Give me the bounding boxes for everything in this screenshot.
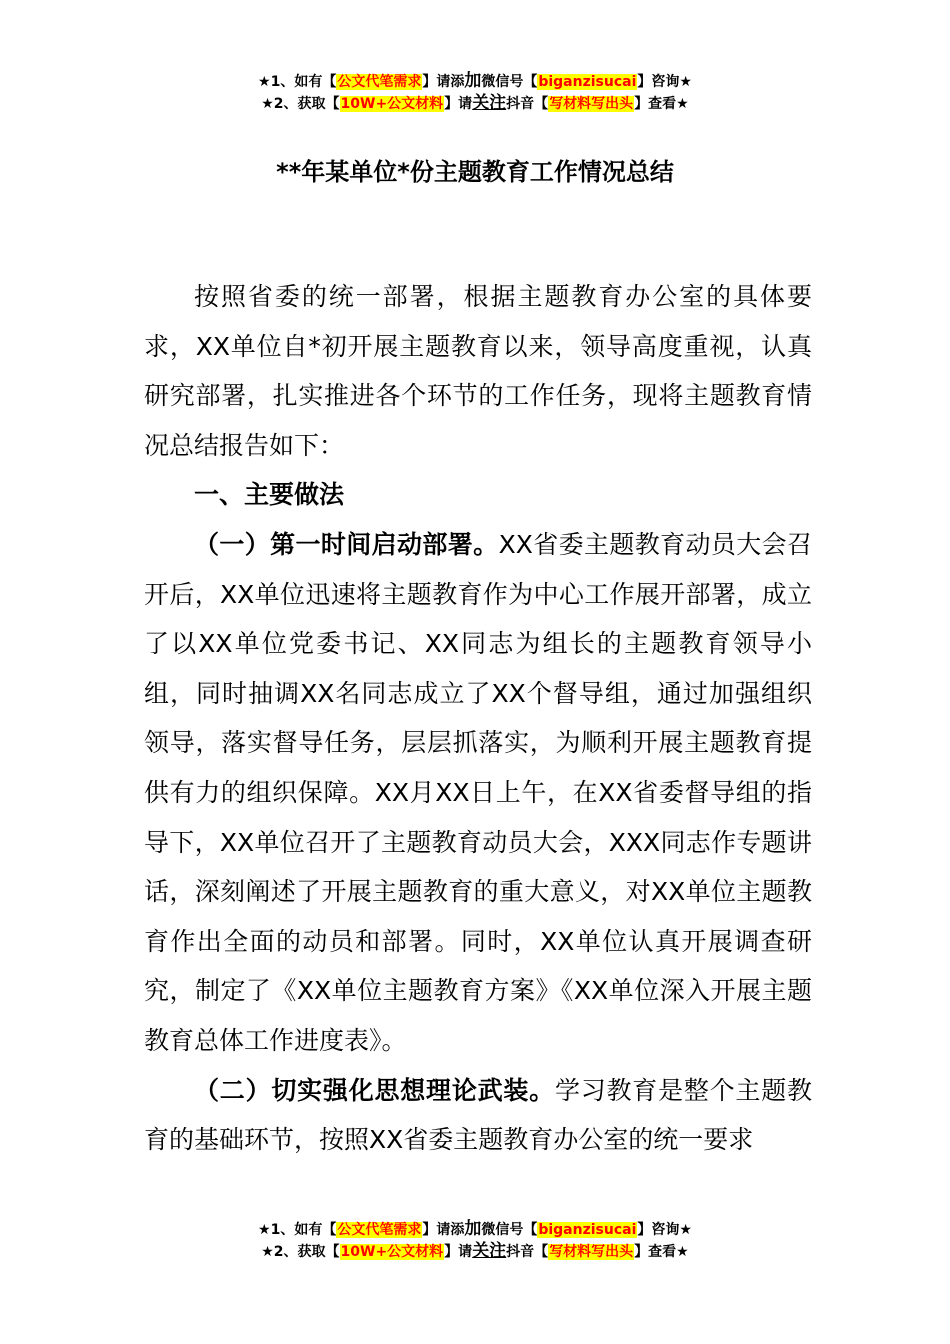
- promo-highlight-materials: 10W+公文材料: [340, 1244, 444, 1260]
- promo-line-1: ★1、如有【公文代笔需求】请添加微信号【biganzisucai】咨询★: [258, 71, 692, 91]
- promo-highlight-wechat-id: biganzisucai: [538, 1222, 637, 1238]
- promo-highlight-douyin-account: 写材料写出头: [549, 96, 634, 112]
- section-heading-main-practices: 一、主要做法: [194, 480, 345, 510]
- document-body: [144, 272, 812, 1165]
- document-title: **年某单位*份主题教育工作情况总结: [276, 158, 674, 186]
- header-promo-banner: [0, 70, 950, 114]
- promo-highlight-ghostwriting: 公文代笔需求: [337, 74, 422, 90]
- promo-highlight-materials: 10W+公文材料: [340, 96, 444, 112]
- promo-highlight-wechat-id: biganzisucai: [538, 74, 637, 90]
- item-1-paragraph: [144, 520, 812, 1066]
- promo-line-2: ★2、获取【10W+公文材料】请关注抖音【写材料写出头】查看★: [261, 1241, 689, 1261]
- footer-promo-banner: [0, 1218, 950, 1262]
- item-1-body: XX省委主题教育动员大会召开后，XX单位迅速将主题教育作为中心工作展开部署，成立了以XX单位党委书记、XX同志为组长的主题教育领导小组，同时抽调XX名同志成立了XX个督导组，通过加强组织领导，落实督导任务，层层抓落实，为顺利开展主题教育提供有力的组织保障。XX月XX日上午，在XX省委督导组的指导下，XX单位召开了主题教育动员大会，XXX同志作专题讲话，深刻阐述了开展主题教育的重大意义，对XX单位主题教育作出全面的动员和部署。同时，XX单位认真开展调查研究，制定了《XX单位主题教育方案》《XX单位深入开展主题教育总体工作进度表》。: [144, 529, 812, 1055]
- item-2-body: 学习教育是整个主题教育的基础环节，按照XX省委主题教育办公室的统一要求: [144, 1075, 812, 1155]
- promo-line-2: ★2、获取【10W+公文材料】请关注抖音【写材料写出头】查看★: [261, 93, 689, 113]
- promo-highlight-ghostwriting: 公文代笔需求: [337, 1222, 422, 1238]
- promo-line-1: ★1、如有【公文代笔需求】请添加微信号【biganzisucai】咨询★: [258, 1219, 692, 1239]
- item-2-paragraph: [144, 1066, 812, 1165]
- item-2-heading: （二）切实强化思想理论武装。: [194, 1075, 555, 1105]
- promo-highlight-douyin-account: 写材料写出头: [549, 1244, 634, 1260]
- item-1-heading: （一）第一时间启动部署。: [194, 529, 499, 559]
- intro-paragraph: 按照省委的统一部署，根据主题教育办公室的具体要求，XX单位自*初开展主题教育以来，领导高度重视，认真研究部署，扎实推进各个环节的工作任务，现将主题教育情况总结报告如下：: [144, 282, 812, 460]
